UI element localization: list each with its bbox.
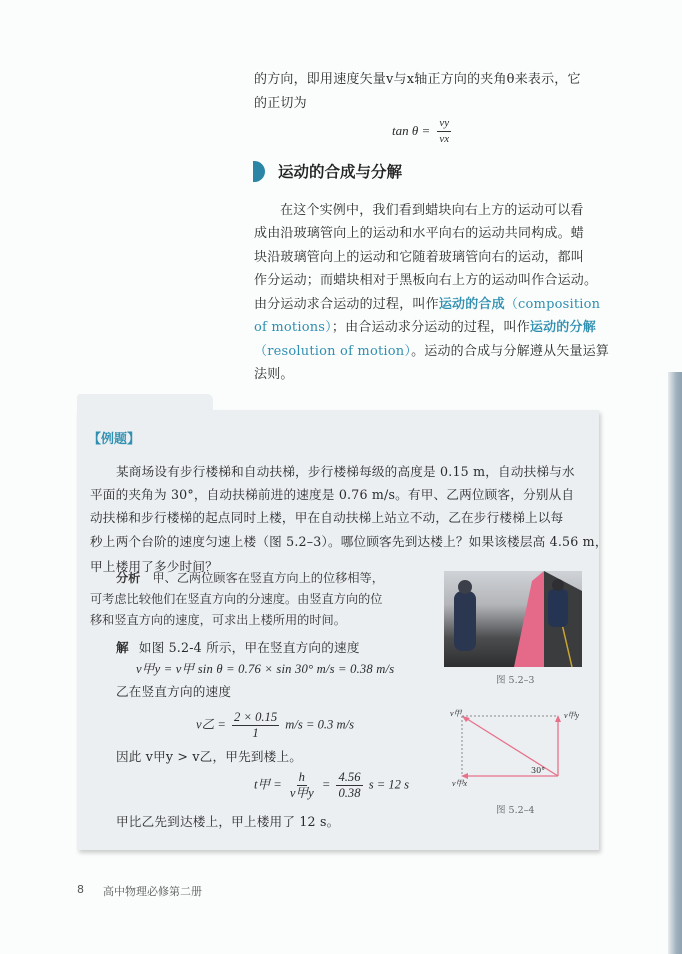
equation-1: v甲y = v甲 sin θ = 0.76 × sin 30° m/s = 0.38 m/s: [136, 662, 395, 676]
problem-line-3: 动扶梯和步行楼梯的起点同时上楼，甲在自动扶梯上站立不动，乙在步行楼梯上以每: [90, 510, 564, 525]
solution-line-1: [116, 636, 360, 659]
text: 由分运动求合运动的过程，叫作: [254, 297, 439, 312]
analysis-line-1: [116, 568, 384, 590]
para-line-8: 法则。: [254, 367, 294, 382]
eq3-den1: v甲y: [289, 786, 314, 800]
intro-line-1: 的方向，即用速度矢量v与x轴正方向的夹角θ来表示，它: [254, 72, 581, 87]
eq2-num: 2 × 0.15: [234, 710, 278, 724]
eq3-lhs: t甲 =: [254, 777, 282, 792]
intro-line-2: 的正切为: [254, 96, 307, 111]
para-line-7: [254, 340, 610, 363]
text: 甲、乙两位顾客在竖直方向上的位移相等，: [152, 571, 384, 585]
term-composition: 运动的合成: [438, 297, 505, 312]
term-resolution-en: （resolution of motion）: [254, 344, 412, 359]
equation-2: [196, 710, 354, 741]
eq3-den2: 0.38: [338, 786, 361, 800]
term-composition-en: （composition: [504, 297, 601, 312]
para-line-3: 块沿玻璃管向上的运动和它随着玻璃管向右的运动，都叫: [254, 250, 585, 265]
escalator-photo: [444, 571, 582, 667]
vector-diagram: [448, 708, 598, 794]
term-resolution: 运动的分解: [529, 320, 596, 335]
para-line-1: 在这个实例中，我们看到蜡块向右上方的运动可以看: [280, 203, 584, 218]
label-angle: 30°: [531, 766, 546, 775]
eq3-num2: 4.56: [338, 770, 361, 784]
eq3-num1: h: [298, 770, 305, 784]
problem-line-5: 甲上楼用了多少时间？: [90, 559, 218, 574]
section-heading-text: 运动的合成与分解: [278, 163, 403, 181]
solution-line-3: 因此 v甲y > v乙，甲先到楼上。: [116, 749, 303, 764]
page-edge-stripe: [668, 372, 682, 954]
label-vy: v甲y: [564, 711, 580, 720]
book-title: 高中物理必修第二册: [103, 885, 202, 898]
figure-caption-5-2-3: 图 5.2–3: [496, 675, 535, 686]
problem-line-2: 平面的夹角为 30°，自动扶梯前进的速度是 0.76 m/s。有甲、乙两位顾客，分别从自: [90, 487, 575, 502]
para-line-5: [254, 293, 601, 316]
eq2-lhs: v乙 =: [196, 717, 226, 732]
problem-line-4: 秒上两个台阶的速度匀速上楼（图 5.2–3）。哪位顾客先到达楼上？如果该楼层高 4.56 m，: [90, 534, 608, 549]
page-number: 8: [77, 883, 84, 896]
eq2-rhs: m/s = 0.3 m/s: [285, 717, 354, 732]
term-composition-en-2: of motions）: [254, 320, 332, 335]
analysis-label: 分析: [116, 571, 141, 585]
section-marker-icon: [253, 161, 265, 182]
tan-formula: [392, 116, 454, 147]
eq2-den: 1: [252, 726, 259, 740]
para-line-6: [254, 316, 598, 339]
solution-label: 解: [116, 640, 129, 655]
figure-caption-5-2-4: 图 5.2–4: [496, 805, 535, 816]
para-line-2: 成由沿玻璃管向上的运动和水平向右的运动共同构成。蜡: [254, 226, 585, 241]
para-line-4: 作分运动；而蜡块相对于黑板向右上方的运动叫作合运动。: [254, 273, 598, 288]
analysis-line-2: 可考虑比较他们在竖直方向的分速度。由竖直方向的位: [90, 592, 383, 606]
eq3-rhs: s = 12 s: [368, 777, 410, 792]
formula-lhs: tan θ =: [392, 123, 431, 138]
solution-line-2: 乙在竖直方向的速度: [116, 684, 232, 699]
label-vx: v甲x: [452, 779, 468, 788]
label-v: v甲: [450, 709, 462, 718]
example-label: 【例题】: [88, 432, 141, 447]
section-heading: [254, 160, 402, 182]
text: 。运动的合成与分解遵从矢量运算: [411, 344, 610, 359]
formula-num: vy: [437, 116, 451, 132]
problem-line-1: 某商场设有步行楼梯和自动扶梯，步行楼梯每级的高度是 0.15 m，自动扶梯与水: [116, 464, 575, 479]
text: ；由合运动求分运动的过程，叫作: [331, 320, 530, 335]
text: 如图 5.2-4 所示，甲在竖直方向的速度: [138, 640, 360, 655]
formula-den: vx: [439, 133, 450, 145]
equation-3: t甲 = $\frac{h}{\text{v甲y}}$ = $\frac{4.56}{0.38}$ s = 12 s: [254, 770, 410, 800]
analysis-line-3: 移和竖直方向的速度，可求出上楼所用的时间。: [90, 613, 346, 627]
conclusion-line: 甲比乙先到达楼上，甲上楼用了 12 s。: [116, 814, 340, 829]
